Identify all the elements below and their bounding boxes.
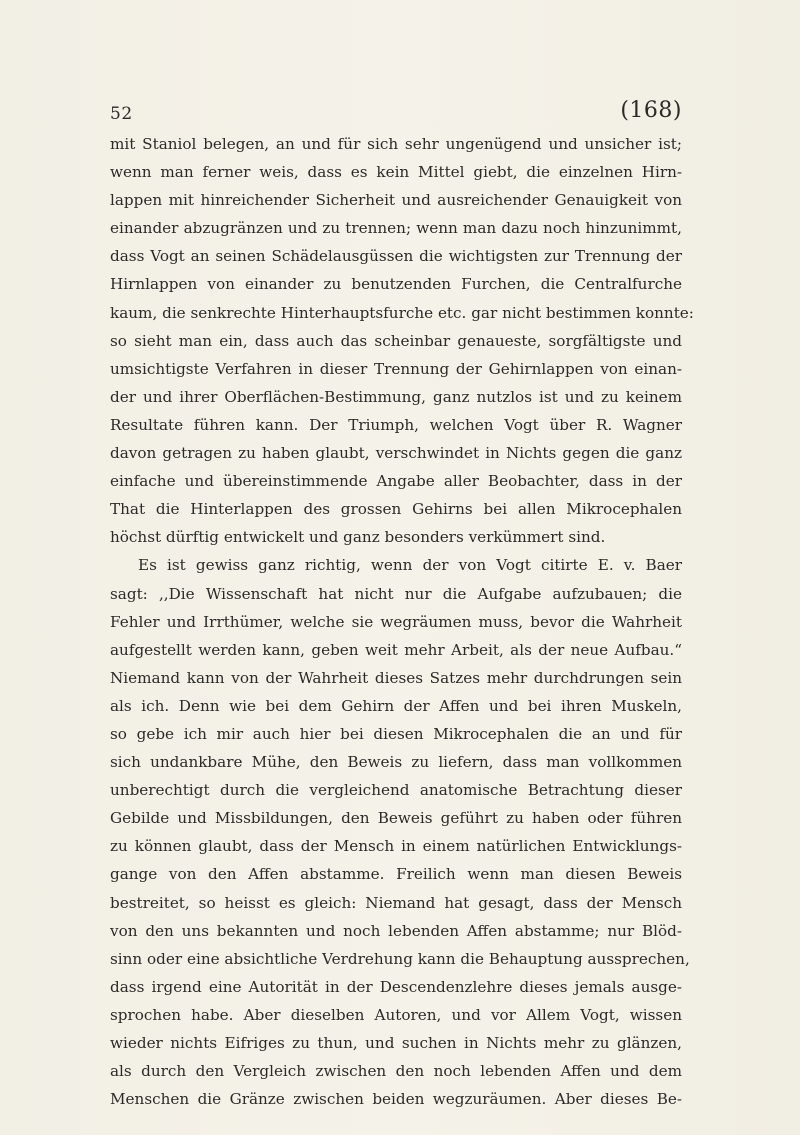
text-line: Menschen die Gränze zwischen beiden wegzuräumen. Aber dieses Be-	[110, 1090, 682, 1109]
text-line: wieder nichts Eifriges zu thun, und suchen in Nichts mehr zu glänzen,	[110, 1034, 682, 1052]
section-number: (168)	[620, 98, 682, 123]
text-line: Es ist gewiss ganz richtig, wenn der von Vogt citirte E. v. Baer	[138, 556, 682, 575]
text-line: Hirnlappen von einander zu benutzenden Furchen, die Centralfurche	[110, 275, 682, 294]
text-line: unberechtigt durch die vergleichend anatomische Betrachtung dieser	[110, 781, 682, 800]
text-line: sprochen habe. Aber dieselben Autoren, und vor Allem Vogt, wissen	[110, 1005, 682, 1024]
text-line: davon getragen zu haben glaubt, verschwindet in Nichts gegen die ganz	[110, 444, 682, 463]
text-line: als durch den Vergleich zwischen den noch lebenden Affen und dem	[110, 1062, 682, 1081]
text-line: von den uns bekannten und noch lebenden Affen abstamme; nur Blöd-	[110, 921, 682, 940]
text-line: Niemand kann von der Wahrheit dieses Satzes mehr durchdrungen sein	[110, 668, 682, 687]
text-line: bestreitet, so heisst es gleich: Niemand hat gesagt, dass der Mensch	[110, 893, 682, 912]
text-line: als ich. Denn wie bei dem Gehirn der Affen und bei ihren Muskeln,	[110, 696, 682, 715]
text-line: dass irgend eine Autorität in der Descendenzlehre dieses jemals ausge-	[110, 977, 682, 996]
page-number: 52	[110, 104, 133, 124]
text-line: der und ihrer Oberflächen-Bestimmung, ganz nutzlos ist und zu keinem	[110, 387, 682, 406]
text-line: so gebe ich mir auch hier bei diesen Mikrocephalen die an und für	[110, 724, 682, 743]
page-header	[110, 94, 682, 126]
text-line: mit Staniol belegen, an und für sich sehr ungenügend und unsicher ist;	[110, 135, 682, 153]
text-line: einander abzugränzen und zu trennen; wenn man dazu noch hinzunimmt,	[110, 219, 682, 238]
text-line: so sieht man ein, dass auch das scheinbar genaueste, sorgfältigste und	[110, 331, 682, 350]
text-line: dass Vogt an seinen Schädelausgüssen die wichtigsten zur Trennung der	[110, 247, 682, 266]
text-line: Fehler und Irrthümer, welche sie wegräumen muss, bevor die Wahrheit	[110, 612, 682, 631]
text-line: sinn oder eine absichtliche Verdrehung kann die Behauptung aussprechen,	[110, 949, 690, 968]
text-line: aufgestellt werden kann, geben weit mehr Arbeit, als der neue Aufbau.“	[110, 640, 682, 659]
body-text	[110, 130, 694, 1113]
text-line: umsichtigste Verfahren in dieser Trennung der Gehirnlappen von einan-	[110, 359, 682, 378]
text-line: höchst dürftig entwickelt und ganz besonders verkümmert sind.	[110, 528, 606, 547]
text-line: sich undankbare Mühe, den Beweis zu liefern, dass man vollkommen	[110, 753, 682, 772]
text-line: zu können glaubt, dass der Mensch in einem natürlichen Entwicklungs-	[110, 837, 682, 856]
text-line: wenn man ferner weis, dass es kein Mittel giebt, die einzelnen Hirn-	[110, 163, 682, 182]
text-line: lappen mit hinreichender Sicherheit und ausreichender Genauigkeit von	[110, 191, 682, 210]
text-line: Resultate führen kann. Der Triumph, welchen Vogt über R. Wagner	[110, 415, 682, 434]
text-line: einfache und übereinstimmende Angabe aller Beobachter, dass in der	[110, 472, 682, 491]
text-line: gange von den Affen abstamme. Freilich wenn man diesen Beweis	[110, 865, 682, 884]
text-line: sagt: ,,Die Wissenschaft hat nicht nur die Aufgabe aufzubauen; die	[110, 584, 682, 603]
text-line: That die Hinterlappen des grossen Gehirns bei allen Mikrocephalen	[110, 500, 682, 519]
text-line: Gebilde und Missbildungen, den Beweis geführt zu haben oder führen	[110, 809, 682, 828]
text-line: kaum, die senkrechte Hinterhauptsfurche etc. gar nicht bestimmen konnte:	[110, 303, 694, 322]
